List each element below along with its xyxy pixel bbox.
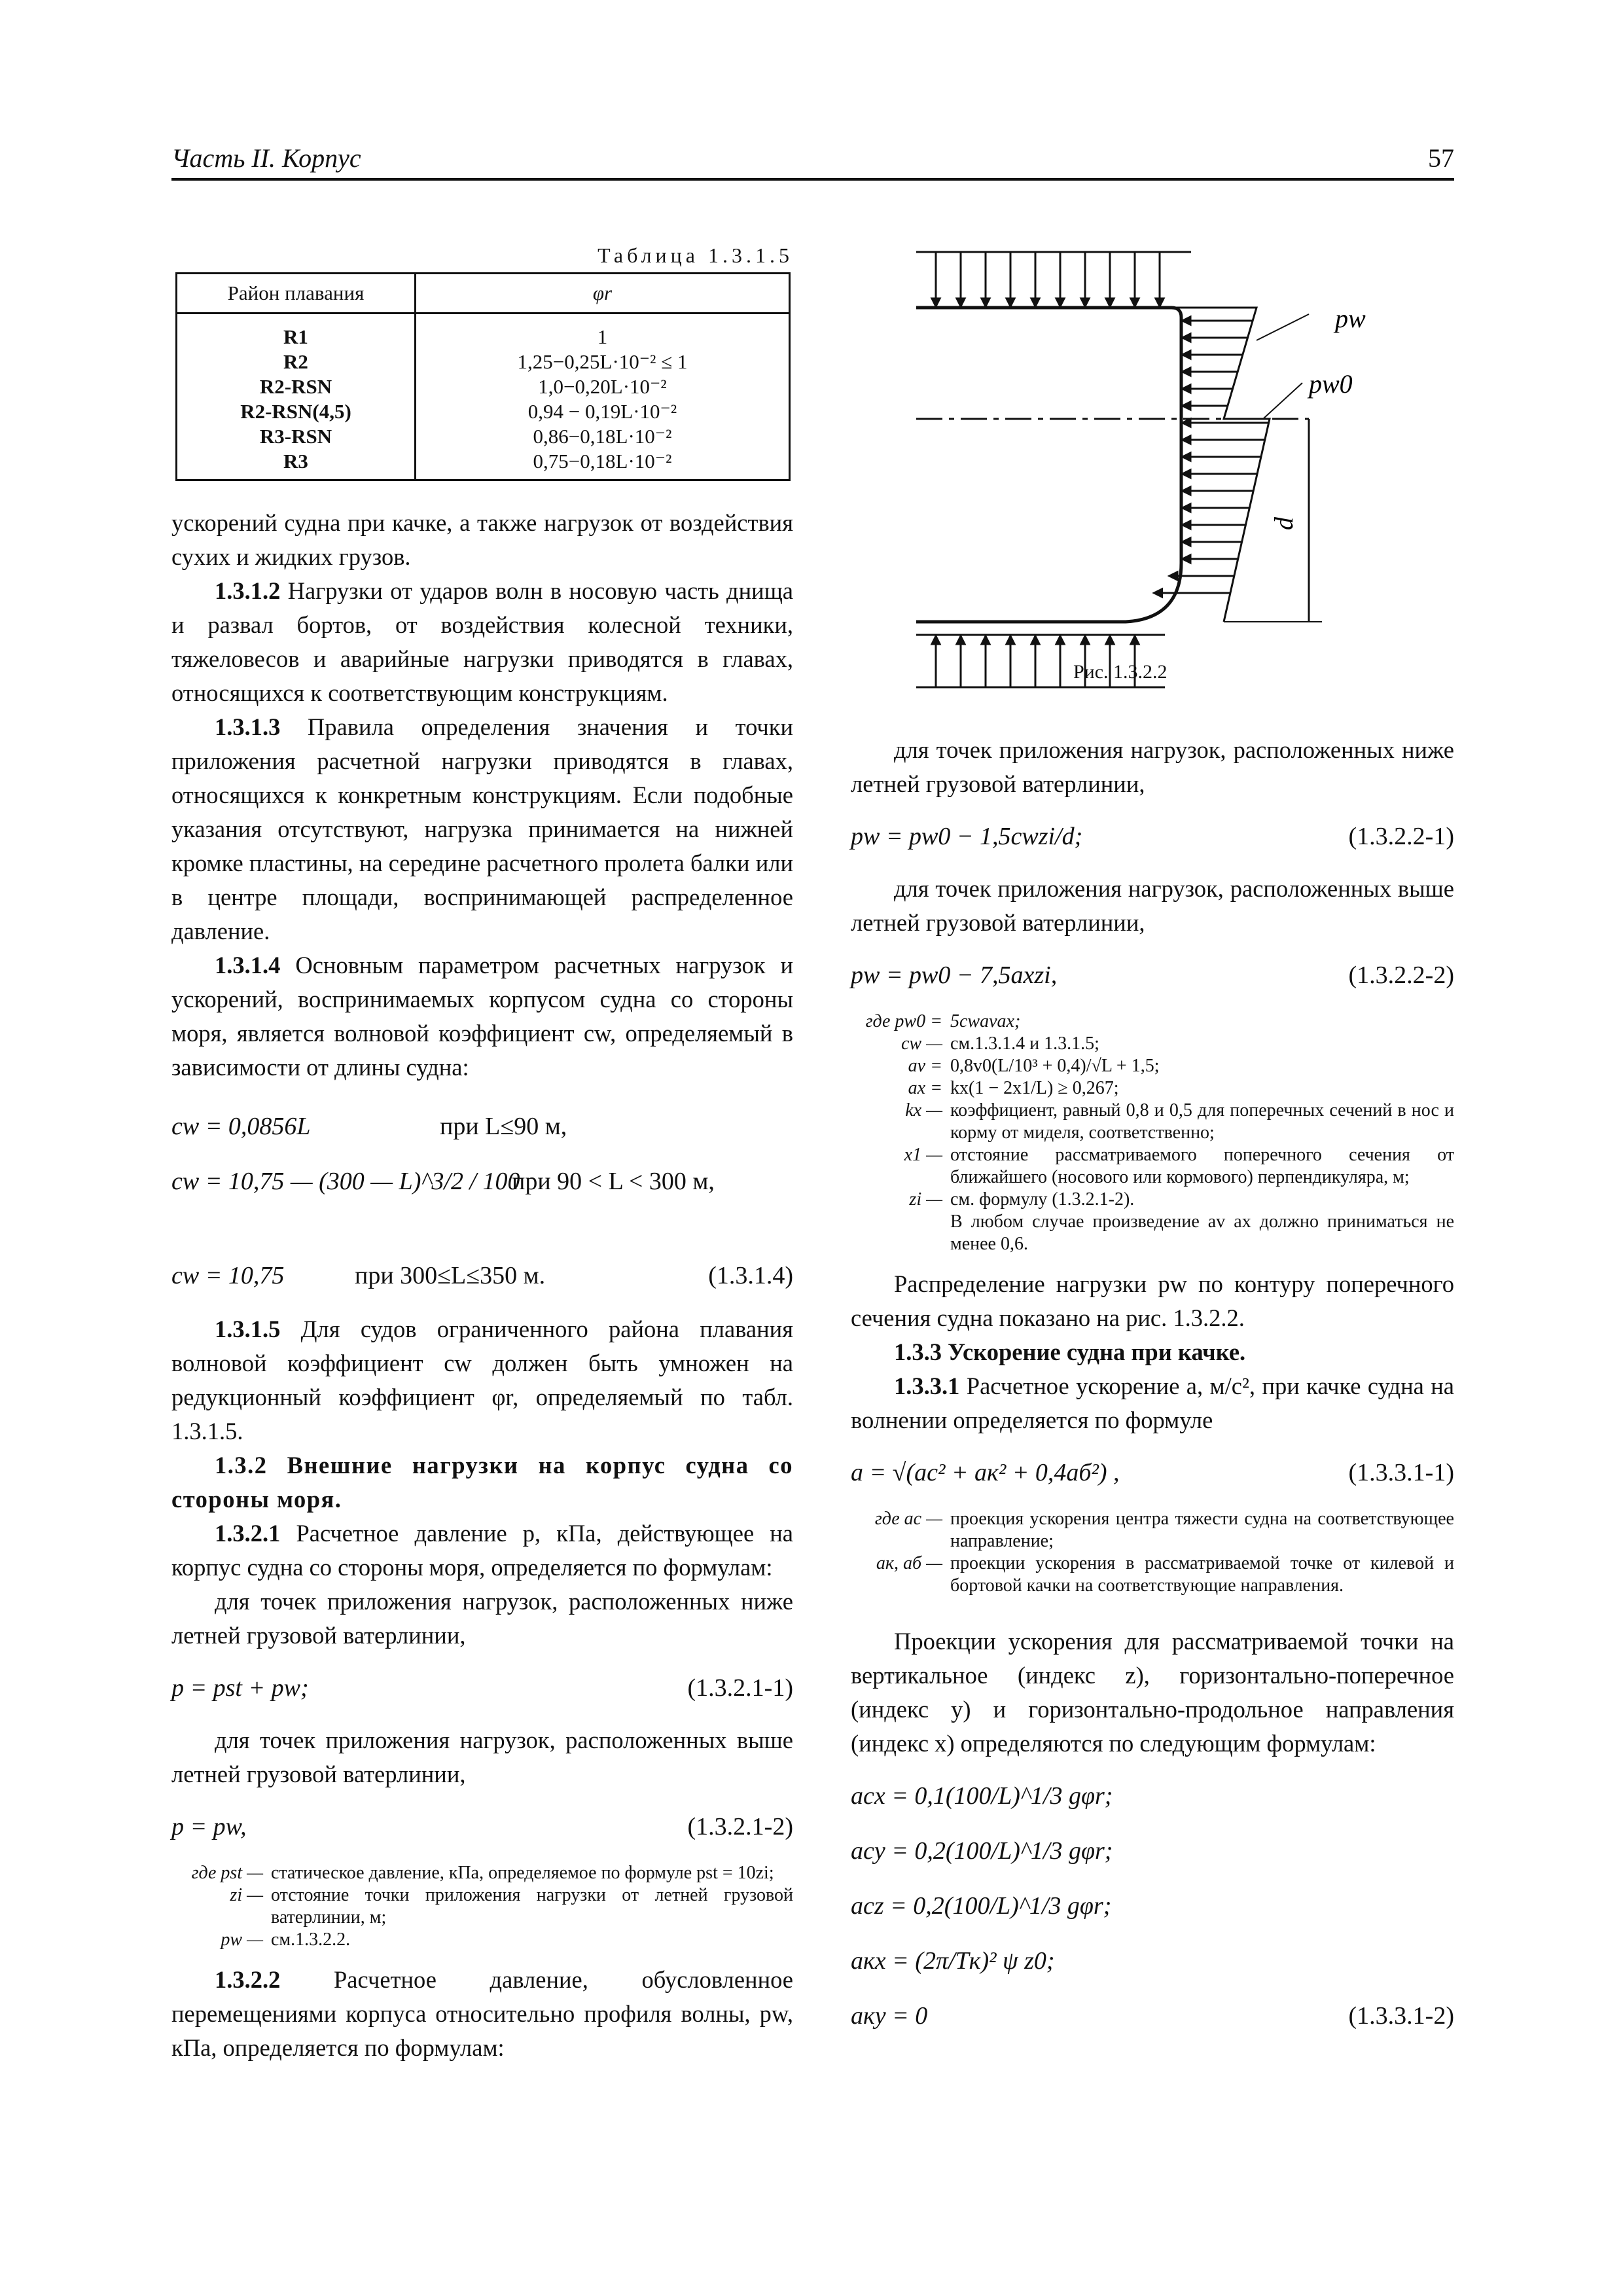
fig-label-pw0: pw0: [1309, 369, 1353, 399]
heading-1-3-3: 1.3.3 Ускорение судна при качке.: [894, 1338, 1246, 1365]
paragraph-projections: Проекции ускорения для рассматриваемой точки на вертикальное (индекс z), горизонтально-поперечное (индекс y) и горизонтально-продольное направления (индекс x) определяются по следующим формулам:: [851, 1628, 1454, 1757]
running-title: Часть II. Корпус: [171, 143, 361, 173]
left-column: [171, 242, 793, 2065]
formula-pw-2: pw = pw0 − 7,5axzi, (1.3.2.2-2): [851, 961, 1454, 989]
paragraph-above-wl: для точек приложения нагрузок, расположенных выше летней грузовой ватерлинии,: [171, 1727, 793, 1787]
right-column: [851, 733, 1454, 2051]
fig-label-pw: pw: [1335, 304, 1366, 333]
paragraph-1-3-1-4: 1.3.1.4 Основным параметром расчетных нагрузок и ускорений, воспринимаемых корпусом судна со стороны моря, является волновой коэффициент cw, определяемый в зависимости от длины судна:: [171, 952, 793, 1081]
formula-p-2: p = pw, (1.3.2.1-2): [171, 1813, 793, 1840]
table-row: R3-RSN 0,86−0,18L·10⁻²: [177, 424, 790, 449]
fig-label-d: d: [1269, 517, 1298, 530]
phi-table: [175, 272, 791, 481]
paragraph-continuation: ускорений судна при качке, а также нагрузок от воздействия сухих и жидких грузов.: [171, 509, 793, 570]
where-list-2: где pw0 = 5cwavax; cw — см.1.3.1.4 и 1.3.1.5; av = 0,8v0(L/10³ + 0,4)/√L + 1,5; ax = kx(1 − 2x1/L) ≥ 0,267; kx — коэффициент, равный 0,8 и 0,5 для поперечных сечений в нос и корму от миделя, соответственно; x1 — отстояние рассматриваемого поперечного сечения от ближайшего (носового или кормового) перпендикуляра, м; zi — см. формулу (1.3.2.1-2). В любом случае произведение av ax должно приниматься не менее 0,6.: [865, 1011, 1454, 1254]
header-rule: [171, 178, 1454, 181]
formula-cw-3: cw = 10,75 при 300≤L≤350 м. (1.3.1.4): [171, 1262, 793, 1289]
where-list-3: где ac — проекция ускорения центра тяжести судна на соответствующее направление; aк, aб — проекции ускорения в рассматриваемой точке от килевой и бортовой качки на соответствующие направления.: [874, 1509, 1454, 1596]
formula-pw-1: pw = pw0 − 1,5cwzi/d; (1.3.2.2-1): [851, 823, 1454, 850]
formula-akx: aкx = (2π/Tк)² ψ z0;: [851, 1947, 1055, 1975]
paragraph-below-wl-2: для точек приложения нагрузок, расположенных ниже летней грузовой ватерлинии,: [851, 736, 1454, 797]
formula-acx: acx = 0,1(100/L)^1/3 gφr;: [851, 1782, 1113, 1810]
paragraph-1-3-2-2: 1.3.2.2 Расчетное давление, обусловленное перемещениями корпуса относительно профиля волны, pw, кПа, определяется по формулам:: [171, 1966, 793, 2061]
formula-aky: aкy = 0 (1.3.3.1-2): [851, 2002, 1454, 2030]
table-header-region: Район плавания: [177, 274, 416, 314]
pressure-distribution-figure: [916, 242, 1466, 700]
where-list-1: где pst — статическое давление, кПа, определяемое по формуле pst = 10zi; zi — отстояние точки приложения нагрузки от летней грузовой ватерлинии, м; pw — см.1.3.2.2.: [191, 1863, 793, 1950]
paragraph-distribution: Распределение нагрузки pw по контуру поперечного сечения судна показано на рис. 1.3.2.2.: [851, 1270, 1454, 1331]
formula-cw-1: cw = 0,0856L при L≤90 м,: [171, 1113, 567, 1140]
table-row: R2-RSN 1,0−0,20L·10⁻²: [177, 374, 790, 399]
table-row: R3 0,75−0,18L·10⁻²: [177, 449, 790, 480]
table-row: R2 1,25−0,25L·10⁻² ≤ 1: [177, 350, 790, 374]
paragraph-1-3-1-2: 1.3.1.2 Нагрузки от ударов волн в носовую часть днища и развал бортов, от воздействия колесной техники, тяжеловесов и аварийные нагрузки приводятся в главах, относящихся к соответствующим конструкциям.: [171, 577, 793, 706]
paragraph-below-wl: для точек приложения нагрузок, расположенных ниже летней грузовой ватерлинии,: [171, 1588, 793, 1649]
paragraph-1-3-3-1: 1.3.3.1 Расчетное ускорение a, м/с², при качке судна на волнении определяется по формуле: [851, 1372, 1454, 1433]
formula-cw-2: cw = 10,75 — (300 — L)^3/2 / 100 при 90 < L < 300 м,: [171, 1168, 715, 1195]
formula-acy: acy = 0,2(100/L)^1/3 gφr;: [851, 1837, 1113, 1865]
paragraph-1-3-1-5: 1.3.1.5 Для судов ограниченного района плавания волновой коэффициент cw должен быть умножен на редукционный коэффициент φr, определяемый по табл. 1.3.1.5.: [171, 1316, 793, 1444]
heading-1-3-2: 1.3.2 Внешние нагрузки на корпус судна со стороны моря.: [171, 1452, 793, 1513]
paragraph-1-3-2-1: 1.3.2.1 Расчетное давление p, кПа, действующее на корпус судна со стороны моря, определяется по формулам:: [171, 1520, 793, 1581]
table-header-phi: φr: [416, 274, 790, 314]
table-caption: Таблица 1.3.1.5: [597, 243, 793, 267]
page-number: 57: [1428, 143, 1454, 173]
figure-caption: Рис. 1.3.2.2: [1073, 661, 1168, 683]
table-row: R1 1: [177, 314, 790, 350]
paragraph-1-3-1-3: 1.3.1.3 Правила определения значения и точки приложения расчетной нагрузки приводятся в главах, относящихся к конкретным конструкциям. Если подобные указания отсутствуют, нагрузка принимается на нижней кромке пластины, на середине расчетного пролета балки или в центре площади, воспринимающей распределенное давление.: [171, 713, 793, 944]
page-header: [171, 143, 1454, 182]
formula-a: a = √(ac² + aк² + 0,4aб²) , (1.3.3.1-1): [851, 1459, 1454, 1486]
formula-acz: acz = 0,2(100/L)^1/3 gφr;: [851, 1892, 1112, 1920]
formula-p-1: p = pst + pw; (1.3.2.1-1): [171, 1674, 793, 1702]
paragraph-above-wl-2: для точек приложения нагрузок, расположенных выше летней грузовой ватерлинии,: [851, 875, 1454, 936]
table-row: R2-RSN(4,5) 0,94 − 0,19L·10⁻²: [177, 399, 790, 424]
